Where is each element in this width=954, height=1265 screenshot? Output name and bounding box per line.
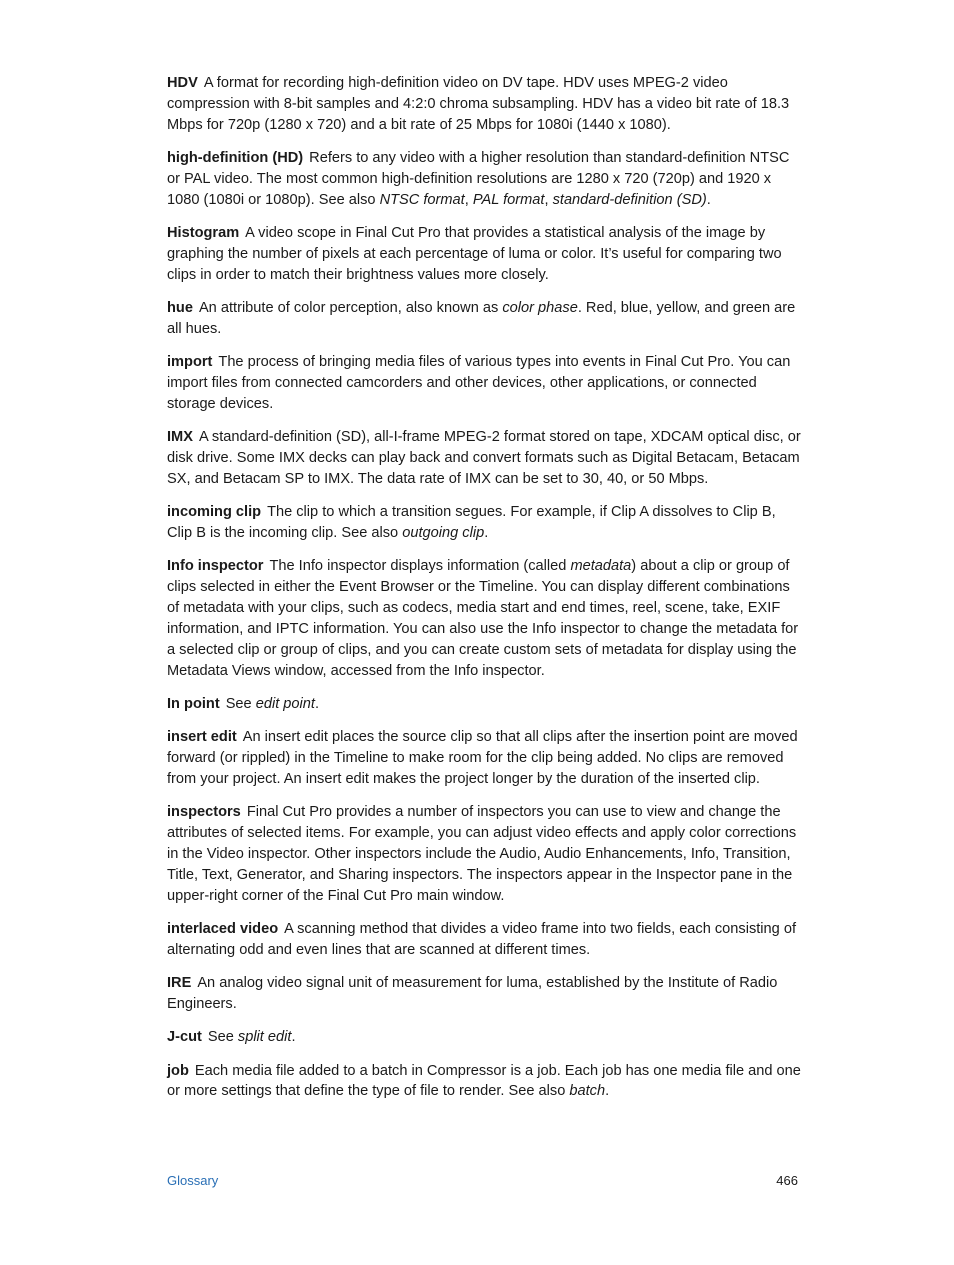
footer-section-link[interactable]: Glossary	[167, 1173, 219, 1188]
cross-reference: PAL format	[472, 191, 545, 208]
term: insert edit	[167, 729, 237, 746]
cross-reference: NTSC format	[379, 191, 465, 208]
term: interlaced video	[167, 921, 279, 938]
entry-insert-edit: insert edit An insert edit places the source clip so that all clips after the insertion point are moved forward (or rippled) in the Timeline to make room for the clip being added. No clips are removed from your project. An insert edit makes the project longer by the duration of the inserted clip.	[167, 729, 798, 788]
glossary-page	[167, 73, 801, 1115]
term: job	[167, 1062, 189, 1079]
entry-high-definition: high-definition (HD) Refers to any video with a higher resolution than standard-definition NTSC or PAL video. The most common high-definition resolutions are 1280 x 720 (720p) and 1920 x 1080 (1080i or 1080p). See also NTSC format, PAL format, standard-definition (SD).	[167, 150, 790, 208]
entry-j-cut: J-cut See split edit.	[167, 1029, 296, 1046]
entry-imx: IMX A standard-definition (SD), all-I-frame MPEG-2 format stored on tape, XDCAM optical disc, or disk drive. Some IMX decks can play back and convert formats such as Digital Betacam, Betacam SX, and Betacam SP to IMX. The data rate of IMX can be set to 30, 40, or 50 Mbps.	[167, 429, 801, 487]
italic-term: color phase	[502, 300, 578, 317]
entry-histogram: Histogram A video scope in Final Cut Pro that provides a statistical analysis of the image by graphing the number of pixels at each percentage of luma or color. It’s useful for comparing two clips in order to match their brightness values more closely.	[167, 225, 782, 283]
term: IRE	[167, 975, 192, 992]
entry-job: job Each media file added to a batch in Compressor is a job. Each job has one media file and one or more settings that define the type of file to render. See also batch.	[167, 1062, 801, 1100]
term: In point	[167, 696, 220, 713]
entry-inspectors: inspectors Final Cut Pro provides a number of inspectors you can use to view and change the attributes of selected items. For example, you can adjust video effects and apply color corrections in the Video inspector. Other inspectors include the Audio, Audio Enhancements, Info, Transition, Title, Text, Generator, and Sharing inspectors. The inspectors appear in the Inspector pane in the upper-right corner of the Final Cut Pro main window.	[167, 804, 797, 904]
entry-import: import The process of bringing media files of various types into events in Final Cut Pro. You can import files from connected camcorders and other devices, other applications, or connected storage devices.	[167, 354, 791, 412]
term: Histogram	[167, 225, 240, 242]
italic-term: metadata	[570, 558, 632, 575]
entry-incoming-clip: incoming clip The clip to which a transition segues. For example, if Clip A dissolves to Clip B, Clip B is the incoming clip. See also outgoing clip.	[167, 504, 776, 542]
cross-reference: batch	[569, 1083, 606, 1100]
term: inspectors	[167, 804, 241, 821]
entry-hue: hue An attribute of color perception, also known as color phase. Red, blue, yellow, and green are all hues.	[167, 300, 796, 337]
term: IMX	[167, 429, 193, 446]
cross-reference: standard-definition (SD)	[552, 191, 707, 208]
term: J-cut	[167, 1029, 202, 1046]
term: incoming clip	[167, 504, 262, 521]
term: high-definition (HD)	[167, 150, 304, 167]
entry-interlaced-video: interlaced video A scanning method that divides a video frame into two fields, each consisting of alternating odd and even lines that are scanned at different times.	[167, 921, 797, 958]
cross-reference: split edit	[237, 1029, 292, 1046]
cross-reference: edit point	[255, 696, 315, 713]
term: import	[167, 354, 213, 371]
entry-in-point: In point See edit point.	[167, 696, 320, 713]
entry-ire: IRE An analog video signal unit of measurement for luma, established by the Institute of Radio Engineers.	[167, 975, 778, 1013]
entry-hdv: HDV A format for recording high-definition video on DV tape. HDV uses MPEG-2 video compression with 8-bit samples and 4:2:0 chroma subsampling. HDV has a video bit rate of 18.3 Mbps for 720p (1280 x 720) and a bit rate of 25 Mbps for 1080i (1440 x 1080).	[167, 75, 790, 133]
entry-info-inspector: Info inspector The Info inspector displays information (called metadata) about a clip or group of clips selected in either the Event Browser or the Timeline. You can display different combinations of metadata with your clips, such as codecs, media start and end times, reel, scene, take, EXIF information, and IPTC information. You can also use the Info inspector to change the metadata for a selected clip or group of clips, and you can create custom sets of metadata for display using the Metadata Views window, accessed from the Info inspector.	[167, 558, 799, 679]
cross-reference: outgoing clip	[402, 525, 485, 542]
page-number: 466	[776, 1173, 798, 1188]
term: Info inspector	[167, 558, 264, 575]
term: hue	[167, 300, 193, 317]
term: HDV	[167, 75, 198, 91]
